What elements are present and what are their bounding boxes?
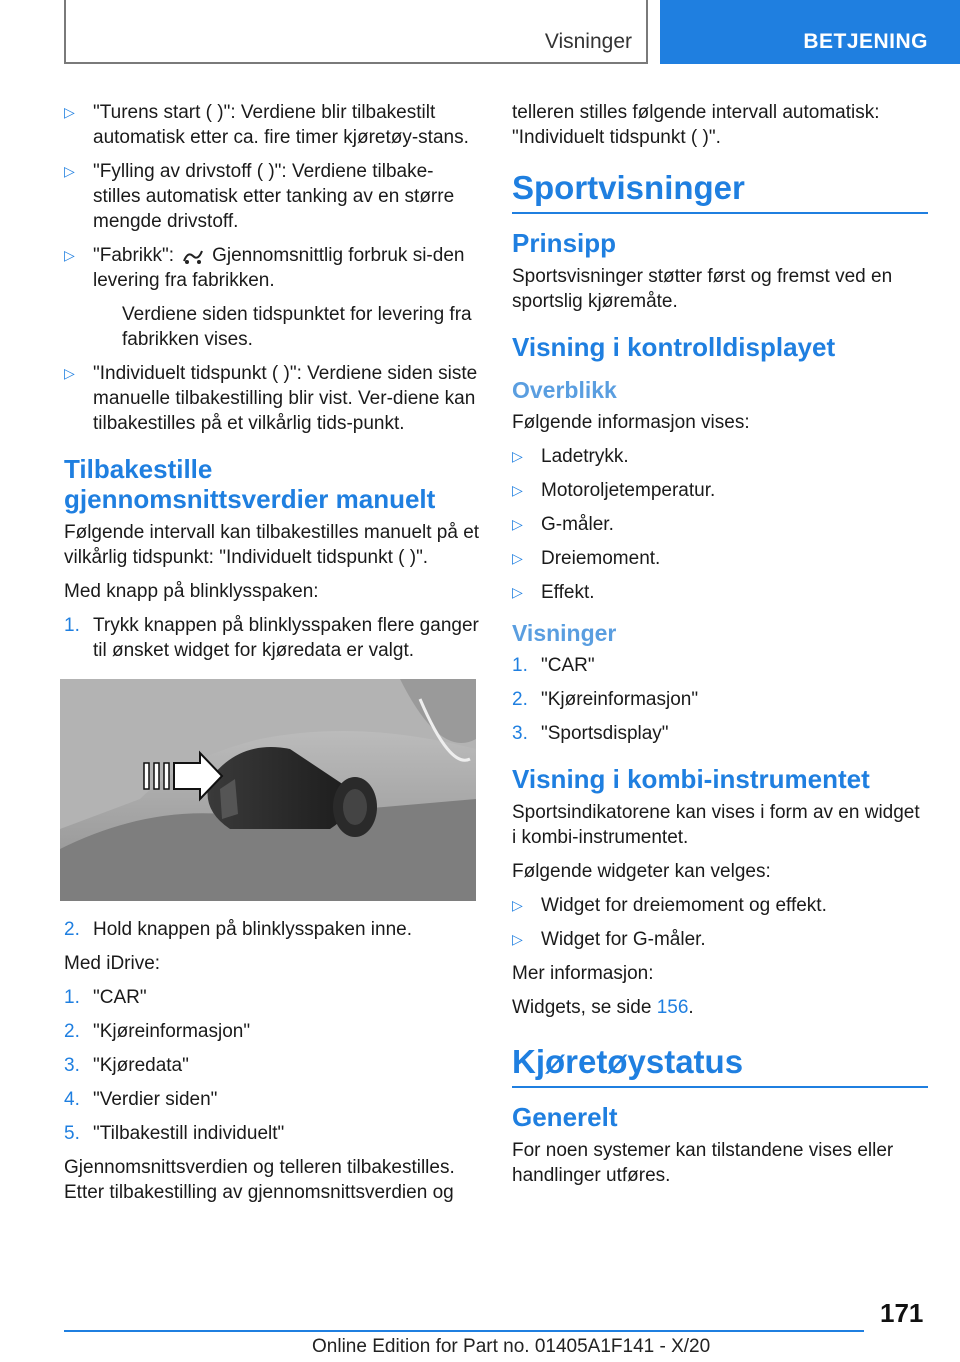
chapter-heading-sport: Sportvisninger <box>512 168 928 214</box>
left-column <box>64 100 480 1214</box>
step-item <box>64 1019 480 1044</box>
step-text: "Verdier siden" <box>93 1089 218 1110</box>
step-number: 5. <box>64 1123 80 1144</box>
header-chapter-title: BETJENING <box>803 30 928 53</box>
step-text: "Kjøredata" <box>93 1055 189 1076</box>
list-item <box>512 478 928 503</box>
header-section-title: Visninger <box>544 30 632 53</box>
mer-info-label: Mer informasjon: <box>512 963 654 984</box>
list-item <box>512 512 928 537</box>
step-text: Hold knappen på blinklysspaken inne. <box>93 919 412 940</box>
footer-divider <box>64 1330 864 1332</box>
bullet-triangle-icon: ▷ <box>512 482 523 498</box>
section-heading-reset-manual: Tilbakestille gjennomsnittsverdier manuelt <box>64 454 436 514</box>
reset-intro: Følgende intervall kan tilbakestilles manuelt på et vilkårlig tidspunkt: "Individuelt tidspunkt ( )". <box>64 522 480 568</box>
continued-text: telleren stilles følgende intervall automatisk: "Individuelt tidspunkt ( )". <box>512 102 880 148</box>
step-item <box>64 613 480 663</box>
bullet-triangle-icon: ▷ <box>512 550 523 566</box>
header-chapter-tab[interactable] <box>660 0 960 64</box>
step-number: 1. <box>512 655 528 676</box>
overblikk-intro: Følgende informasjon vises: <box>512 412 750 433</box>
step-item <box>64 985 480 1010</box>
step-number: 2. <box>64 1021 80 1042</box>
generelt-text: For noen systemer kan tilstandene vises eller handlinger utføres. <box>512 1140 894 1186</box>
step-item <box>512 721 928 746</box>
list-item-text: Ladetrykk. <box>541 446 629 467</box>
step-text: "Kjøreinformasjon" <box>541 689 699 710</box>
list-item-text: G-måler. <box>541 514 614 535</box>
list-item-text: Effekt. <box>541 582 595 603</box>
bullet-triangle-icon: ▷ <box>64 365 75 381</box>
step-number: 3. <box>512 723 528 744</box>
widgets-ref-end: . <box>688 997 694 1018</box>
step-item <box>512 687 928 712</box>
med-idrive-label: Med iDrive: <box>64 953 161 974</box>
chapter-heading-status: Kjøretøystatus <box>512 1042 928 1088</box>
bullet-triangle-icon: ▷ <box>64 163 75 179</box>
section-heading-kombi: Visning i kombi-instrumentet <box>512 764 870 794</box>
step-item <box>64 1053 480 1078</box>
subheading-overblikk: Overblikk <box>512 377 617 403</box>
list-item-text: Widget for dreiemoment og effekt. <box>541 895 827 916</box>
step-number: 1. <box>64 987 80 1008</box>
list-item-text: "Fylling av drivstoff ( )": Verdiene tilbake-stilles automatisk etter tanking av en større mengde drivstoff. <box>93 161 455 232</box>
lever-illustration <box>60 679 476 901</box>
step-text: "CAR" <box>541 655 595 676</box>
bullet-triangle-icon: ▷ <box>64 247 75 263</box>
list-item-text: Dreiemoment. <box>541 548 661 569</box>
fabrikk-label: "Fabrikk": <box>93 245 175 266</box>
subheading-visninger: Visninger <box>512 620 617 646</box>
kombi-text: Sportsindikatorene kan vises i form av en widget i kombi-instrumentet. <box>512 802 920 848</box>
factory-consumption-icon <box>182 247 204 265</box>
section-heading-prinsipp: Prinsipp <box>512 228 617 258</box>
list-item-text: "Individuelt tidspunkt ( )": Verdiene siden siste manuelle tilbakestilling blir vist. Ver-diene kan tilbakestilles på et vilkårlig tids-punkt. <box>93 363 478 434</box>
list-item <box>512 444 928 469</box>
list-item-text: Widget for G-måler. <box>541 929 706 950</box>
step-text: Trykk knappen på blinklysspaken flere ganger til ønsket widget for kjøredata er valgt. <box>93 615 479 661</box>
step-number: 4. <box>64 1089 80 1110</box>
page-number: 171 <box>880 1298 924 1328</box>
section-heading-control-display: Visning i kontrolldisplayet <box>512 332 836 362</box>
widgets-ref-text: Widgets, se side <box>512 997 652 1018</box>
reset-closing: Gjennomsnittsverdien og telleren tilbakestilles. Etter tilbakestilling av gjennomsnittsverdien og <box>64 1157 455 1203</box>
list-item <box>512 546 928 571</box>
widgeter-intro: Følgende widgeter kan velges: <box>512 861 771 882</box>
header-section-box <box>64 0 648 64</box>
step-item <box>512 653 928 678</box>
step-text: "Kjøreinformasjon" <box>93 1021 251 1042</box>
right-column <box>512 100 928 1197</box>
fabrikk-description: Gjennomsnittlig forbruk si-den levering fra fabrikken. <box>93 245 465 291</box>
list-item <box>512 927 928 952</box>
step-item <box>64 1121 480 1146</box>
list-item <box>64 159 480 234</box>
step-text: "Sportsdisplay" <box>541 723 669 744</box>
step-number: 2. <box>512 689 528 710</box>
step-item <box>64 917 480 942</box>
bullet-triangle-icon: ▷ <box>512 448 523 464</box>
list-item-text <box>93 243 480 293</box>
list-item <box>64 361 480 436</box>
list-item <box>64 243 480 293</box>
step-number: 1. <box>64 615 80 636</box>
bullet-triangle-icon: ▷ <box>512 584 523 600</box>
bullet-triangle-icon: ▷ <box>512 897 523 913</box>
med-knapp-label: Med knapp på blinklysspaken: <box>64 581 319 602</box>
widgets-reference <box>512 995 928 1020</box>
list-item <box>512 893 928 918</box>
footer-edition: Online Edition for Part no. 01405A1F141 - X/20 <box>312 1336 711 1357</box>
step-text: "CAR" <box>93 987 147 1008</box>
fabrikk-note: Verdiene siden tidspunktet for levering fra fabrikken vises. <box>122 304 472 350</box>
widgets-page-link[interactable]: 156 <box>656 997 689 1018</box>
list-item <box>64 100 480 150</box>
section-heading-generelt: Generelt <box>512 1102 618 1132</box>
step-item <box>64 1087 480 1112</box>
step-number: 3. <box>64 1055 80 1076</box>
step-text: "Tilbakestill individuelt" <box>93 1123 285 1144</box>
bullet-triangle-icon: ▷ <box>512 931 523 947</box>
list-item-text: Motoroljetemperatur. <box>541 480 716 501</box>
list-item-text: "Turens start ( )": Verdiene blir tilbakestilt automatisk etter ca. fire timer kjøretøy-stans. <box>93 102 469 148</box>
bullet-triangle-icon: ▷ <box>512 516 523 532</box>
turn-signal-lever-photo <box>60 679 476 901</box>
step-number: 2. <box>64 919 80 940</box>
prinsipp-text: Sportsvisninger støtter først og fremst ved en sportslig kjøremåte. <box>512 266 893 312</box>
list-item <box>512 580 928 605</box>
bullet-triangle-icon: ▷ <box>64 104 75 120</box>
